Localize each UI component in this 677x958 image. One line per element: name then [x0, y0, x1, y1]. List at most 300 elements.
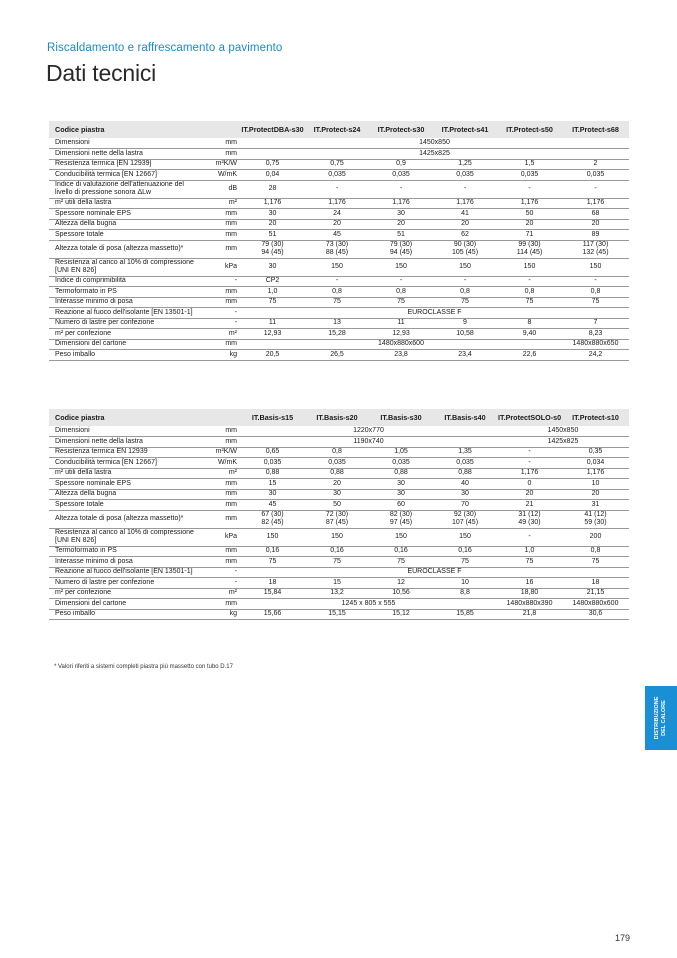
row-unit: mm: [225, 515, 237, 522]
column-header-label: Codice piastra: [49, 121, 204, 138]
cell-value: 0,8: [524, 287, 535, 295]
cell-value: 1190x740: [353, 437, 384, 445]
row-unit: kPa: [224, 263, 237, 270]
table-row: [49, 258, 629, 276]
row-label: Altezza della bugna: [55, 490, 117, 498]
cell-value: 40: [461, 479, 469, 487]
cell-value: 200: [589, 533, 602, 540]
cell-value: -: [594, 277, 597, 285]
table-row: [49, 479, 629, 490]
cell-line: 114 (45): [516, 249, 543, 256]
cell-value: 41: [461, 209, 469, 217]
cell-value: -: [528, 448, 531, 456]
cell-value: 30: [397, 479, 405, 487]
cell-line: 105 (45): [451, 249, 479, 256]
cell-line: 90 (30): [453, 241, 477, 248]
cell-value: 0,8: [332, 448, 342, 456]
cell-line: 41 (12): [584, 511, 607, 518]
cell-value: 30: [461, 490, 469, 498]
cell-line: 72 (30): [325, 511, 349, 518]
cell-value: 0,9: [396, 160, 406, 168]
cell-value: 0,035: [392, 458, 410, 466]
table-row: [49, 138, 629, 149]
column-header-unit: [204, 121, 240, 138]
cell-value: CP2: [265, 277, 280, 285]
column-header: IT.Protect-s30: [369, 121, 433, 138]
cell-value: 0,16: [330, 547, 344, 555]
cell-value: 0,035: [263, 458, 282, 466]
cell-line: 73 (30): [325, 241, 349, 248]
table-row: [49, 297, 629, 308]
cell-value: 1480x880x650: [572, 340, 619, 348]
table-row: [49, 287, 629, 298]
row-unit: -: [234, 308, 237, 316]
column-header: IT.Protect-s68: [562, 121, 629, 138]
cell-line: 79 (30): [389, 241, 413, 248]
column-header: IT.ProtectSOLO-s0: [497, 409, 562, 426]
cell-value: 30: [397, 209, 405, 217]
row-unit: kg: [229, 610, 237, 618]
row-unit: mm: [225, 287, 237, 295]
cell-line: 49 (30): [518, 519, 541, 526]
row-unit: m²K/W: [215, 160, 237, 168]
cell-line: 92 (30): [453, 511, 477, 518]
cell-value: 30: [333, 490, 341, 498]
row-unit: -: [234, 319, 237, 327]
row-label: Spessore nominale EPS: [55, 209, 131, 217]
table-row: [49, 599, 629, 610]
cell-value: -: [528, 533, 531, 540]
cell-value: 0,88: [458, 469, 472, 477]
cell-value: 1,176: [263, 199, 282, 207]
row-label: Reazione al fuoco dell'isolante [EN 13501-1]: [55, 308, 193, 316]
cell-value: 15,85: [456, 610, 474, 618]
table-row: [49, 198, 629, 209]
cell-value: -: [463, 277, 467, 285]
cell-value: 45: [268, 500, 277, 508]
column-header: IT.Protect-s10: [562, 409, 629, 426]
row-label: m² utili della lastra: [55, 469, 112, 477]
row-label: Spessore totale: [55, 500, 104, 508]
cell-value: 15,15: [328, 610, 346, 618]
cell-value: 28: [268, 185, 277, 192]
cell-value: 1,176: [520, 199, 539, 207]
cell-value: 0,16: [394, 547, 408, 555]
cell-value: [305, 240, 369, 258]
cell-value: 75: [591, 557, 600, 565]
cell-value: 0,16: [458, 547, 472, 555]
cell-value: 150: [459, 533, 471, 540]
table-row: [49, 437, 629, 448]
cell-value: 1,176: [586, 199, 605, 207]
row-label: Dimensioni nette della lastra: [55, 437, 143, 445]
cell-value: 20: [268, 220, 277, 228]
cell-value: 15,84: [263, 589, 282, 597]
cell-value: 1450x850: [419, 139, 450, 146]
cell-value: 1450x850: [547, 427, 579, 434]
cell-value: 150: [589, 263, 602, 270]
cell-value: 1,05: [394, 448, 408, 456]
cell-value: 20: [525, 490, 534, 498]
cell-value: -: [399, 185, 403, 192]
cell-line: 82 (45): [261, 519, 284, 526]
cell-value: [433, 510, 497, 528]
table-row: [49, 329, 629, 340]
column-header: IT.ProtectDBA-s30: [240, 121, 305, 138]
row-label: Dimensioni del cartone: [55, 340, 127, 348]
cell-value: -: [335, 277, 339, 285]
cell-value: 75: [333, 298, 341, 306]
cell-value: -: [528, 458, 531, 466]
cell-value: 70: [461, 500, 469, 508]
cell-value: 21: [525, 500, 534, 508]
cell-value: EUROCLASSE F: [407, 308, 462, 316]
cell-value: 0,035: [456, 170, 474, 178]
table-row: [49, 339, 629, 350]
section-side-tab[interactable]: [645, 686, 677, 750]
cell-value: 13: [333, 319, 341, 327]
cell-value: 30: [397, 490, 405, 498]
cell-value: [562, 240, 629, 258]
table-row: [49, 308, 629, 319]
cell-value: 0,35: [588, 448, 603, 456]
cell-value: 75: [268, 298, 277, 306]
row-label: Spessore totale: [55, 230, 104, 238]
column-header-unit: [204, 409, 240, 426]
cell-value: 1220x770: [353, 427, 384, 434]
cell-value: 18: [591, 578, 600, 586]
cell-value: 26,5: [330, 350, 344, 358]
cell-value: 60: [397, 500, 405, 508]
row-label: Spessore nominale EPS: [55, 479, 131, 487]
cell-value: 11: [268, 319, 277, 327]
table-row: [49, 170, 629, 181]
row-label: Altezza totale di posa (altezza massetto)*: [55, 245, 184, 252]
cell-value: 1425x825: [419, 149, 450, 157]
cell-value: 15: [333, 578, 341, 586]
table-row: [49, 276, 629, 287]
table-row: [49, 447, 629, 458]
cell-value: 150: [395, 533, 407, 540]
table-row: [49, 468, 629, 479]
cell-value: 23,8: [394, 350, 408, 358]
cell-value: 1425x825: [547, 437, 579, 445]
row-label: Peso imballo: [55, 610, 96, 618]
table-row: [49, 500, 629, 511]
row-label: Dimensioni: [55, 139, 90, 146]
cell-line: 31 (12): [518, 511, 541, 518]
cell-value: 20: [461, 220, 469, 228]
row-label: Termoformato in PS: [55, 287, 117, 295]
cell-value: 89: [591, 230, 600, 238]
side-tab-line: DISTRIBUZIONE: [654, 696, 660, 740]
row-unit: mm: [225, 557, 237, 565]
cell-value: 0,034: [586, 458, 605, 466]
cell-value: 75: [397, 557, 405, 565]
table-row: [49, 489, 629, 500]
cell-value: 20: [333, 220, 341, 228]
row-unit: -: [234, 277, 237, 285]
cell-line: 117 (30): [582, 241, 609, 248]
cell-value: 15,12: [392, 610, 410, 618]
cell-value: 75: [591, 298, 600, 306]
cell-value: 0,8: [396, 287, 406, 295]
cell-value: 12,93: [392, 329, 410, 337]
row-unit: mm: [225, 340, 237, 348]
row-unit: mm: [225, 220, 237, 228]
cell-value: 24: [333, 209, 341, 217]
footnote: * Valori riferiti a sistemi completi piastra più massetto con tubo D.17: [54, 664, 233, 670]
cell-value: 13,2: [330, 589, 344, 597]
cell-value: 0,8: [590, 547, 601, 555]
cell-value: 0,8: [332, 287, 342, 295]
row-label: Reazione al fuoco dell'isolante [EN 13501-1]: [55, 568, 193, 576]
cell-value: 22,6: [522, 350, 537, 358]
table-row: [49, 149, 629, 160]
cell-value: 9,40: [522, 329, 537, 337]
cell-value: 10: [461, 578, 469, 586]
side-tab-line: DEL CALORE: [661, 700, 667, 736]
cell-value: 75: [397, 298, 405, 306]
cell-value: 7: [593, 319, 598, 327]
cell-value: 0,88: [330, 469, 344, 477]
cell-line: 94 (45): [261, 249, 284, 256]
cell-value: 0,04: [265, 170, 280, 178]
row-unit: -: [234, 568, 237, 576]
cell-value: 2: [593, 160, 598, 168]
cell-value: 30,6: [588, 610, 603, 618]
cell-value: 150: [331, 263, 343, 270]
cell-value: -: [528, 277, 531, 285]
cell-value: 150: [523, 263, 536, 270]
cell-value: 0: [527, 479, 532, 487]
cell-value: 0,8: [590, 287, 601, 295]
cell-value: 10,58: [456, 329, 474, 337]
cell-value: 0,75: [265, 160, 280, 168]
cell-value: 10,56: [392, 589, 410, 597]
row-label: Numero di lastre per confezione: [55, 578, 155, 586]
cell-line: 79 (30): [261, 241, 284, 248]
cell-value: [562, 510, 629, 528]
cell-value: 20: [591, 490, 600, 498]
column-header: IT.Basis-s40: [433, 409, 497, 426]
cell-value: 16: [525, 578, 534, 586]
cell-value: 0,035: [456, 458, 474, 466]
cell-value: 75: [268, 557, 277, 565]
row-unit: mm: [225, 149, 237, 157]
cell-value: 1,176: [520, 469, 539, 477]
cell-line: 87 (45): [325, 519, 349, 526]
cell-line: 82 (30): [389, 511, 413, 518]
section-subtitle: Riscaldamento e raffrescamento a pavimento: [47, 42, 283, 54]
table-row: [49, 219, 629, 230]
table-row: [49, 609, 629, 620]
page-number: 179: [615, 933, 631, 943]
cell-value: 1,35: [458, 448, 472, 456]
cell-value: 8,23: [588, 329, 603, 337]
cell-value: 75: [461, 298, 469, 306]
row-unit: m²: [228, 589, 237, 597]
technical-data-table-protect: [49, 121, 629, 361]
column-header: IT.Protect-s41: [433, 121, 497, 138]
cell-value: 23,4: [458, 350, 472, 358]
cell-value: -: [399, 277, 403, 285]
row-label: Peso imballo: [55, 350, 96, 358]
table-row: [49, 180, 629, 198]
cell-value: -: [335, 185, 339, 192]
cell-value: -: [528, 185, 531, 192]
cell-value: 0,75: [330, 160, 344, 168]
row-unit: m²: [228, 199, 237, 207]
cell-value: 0,88: [394, 469, 408, 477]
row-unit: W/mK: [217, 170, 237, 178]
cell-value: 0,035: [328, 170, 346, 178]
cell-line: 107 (45): [451, 519, 479, 526]
cell-value: 1480x880x600: [572, 599, 619, 607]
cell-value: 21,15: [586, 589, 605, 597]
row-label: m² per confezione: [55, 329, 112, 337]
row-unit: mm: [225, 209, 237, 217]
row-label: Termoformato in PS: [55, 547, 117, 555]
row-unit: mm: [225, 245, 237, 252]
table-row: [49, 240, 629, 258]
table-row: [49, 510, 629, 528]
table-row: [49, 159, 629, 170]
row-label: Indice di comprimibilità: [55, 277, 126, 285]
cell-value: [240, 510, 305, 528]
row-unit: mm: [225, 547, 237, 555]
cell-value: 8: [527, 319, 532, 327]
cell-value: 62: [461, 230, 469, 238]
cell-value: 20: [397, 220, 405, 228]
cell-value: 20: [525, 220, 534, 228]
cell-line: 67 (30): [261, 511, 284, 518]
cell-value: 18: [268, 578, 277, 586]
row-label: Resistenza termica [EN 12939]: [55, 160, 152, 168]
cell-value: 1,176: [392, 199, 410, 207]
cell-value: -: [463, 185, 467, 192]
row-label: Dimensioni: [55, 427, 90, 434]
side-tab-label: [654, 697, 668, 740]
cell-value: 0,8: [460, 287, 470, 295]
cell-line: 59 (30): [584, 519, 607, 526]
row-label: Conducibilità termica [EN 12667]: [55, 170, 157, 178]
cell-value: [369, 240, 433, 258]
cell-value: 20: [591, 220, 600, 228]
row-label: m² utili della lastra: [55, 199, 112, 207]
cell-value: 0,035: [520, 170, 539, 178]
column-header: IT.Protect-s50: [497, 121, 562, 138]
cell-value: 20: [333, 479, 341, 487]
cell-value: 30: [268, 490, 277, 498]
cell-value: 20,5: [265, 350, 280, 358]
row-unit: mm: [225, 427, 237, 434]
row-unit: -: [234, 578, 237, 586]
cell-value: 51: [268, 230, 277, 238]
table-row: [49, 557, 629, 568]
cell-value: 0,88: [265, 469, 280, 477]
row-label: Dimensioni del cartone: [55, 599, 127, 607]
row-unit: mm: [225, 490, 237, 498]
row-label: Resistenza termica EN 12939: [55, 448, 148, 456]
table-header-row: [49, 409, 629, 426]
cell-value: 30: [268, 263, 277, 270]
row-unit: mm: [225, 230, 237, 238]
cell-value: 15: [268, 479, 277, 487]
column-header: IT.Protect-s24: [305, 121, 369, 138]
cell-value: 1,176: [456, 199, 474, 207]
technical-data-table-basis: [49, 409, 629, 620]
cell-value: 9: [463, 319, 467, 327]
cell-value: 0,16: [265, 547, 280, 555]
cell-value: 1,25: [458, 160, 472, 168]
cell-value: 0,035: [328, 458, 346, 466]
row-unit: W/mK: [217, 458, 237, 466]
table-row: [49, 578, 629, 589]
cell-value: 15,28: [328, 329, 346, 337]
row-label: Resistenza al carico al 10% di compressione [UNI EN 826]: [55, 529, 194, 544]
cell-value: 0,035: [392, 170, 410, 178]
cell-value: 75: [461, 557, 469, 565]
row-unit: mm: [225, 500, 237, 508]
cell-value: 71: [525, 230, 534, 238]
cell-value: 15,66: [263, 610, 282, 618]
cell-value: [497, 240, 562, 258]
cell-value: 0,65: [265, 448, 280, 456]
cell-value: 12: [397, 578, 405, 586]
cell-value: -: [594, 185, 597, 192]
table-row: [49, 318, 629, 329]
row-unit: dB: [228, 185, 237, 192]
row-label: Resistenza al carico al 10% di compressione [UNI EN 826]: [55, 259, 194, 274]
row-unit: mm: [225, 139, 237, 146]
cell-value: 0,035: [586, 170, 605, 178]
cell-line: 94 (45): [389, 249, 413, 256]
cell-value: 1,0: [524, 547, 535, 555]
cell-value: 1480x880x390: [506, 599, 553, 607]
row-label: Interasse minimo di posa: [55, 557, 133, 565]
cell-value: 68: [591, 209, 600, 217]
table-row: [49, 350, 629, 361]
cell-value: 150: [331, 533, 343, 540]
row-unit: m²: [228, 329, 237, 337]
cell-value: [497, 510, 562, 528]
page-title: Dati tecnici: [46, 60, 157, 86]
cell-value: 11: [397, 319, 405, 327]
row-unit: m²: [228, 469, 237, 477]
column-header-label: Codice piastra: [49, 409, 204, 426]
cell-value: 75: [525, 298, 534, 306]
cell-value: 12,93: [263, 329, 282, 337]
row-label: Conducibilità termica [EN 12667]: [55, 458, 157, 466]
row-unit: mm: [225, 599, 237, 607]
cell-value: 50: [525, 209, 534, 217]
table-row: [49, 209, 629, 220]
column-header: IT.Basis-s20: [305, 409, 369, 426]
cell-value: 1,176: [328, 199, 346, 207]
cell-line: 97 (45): [389, 519, 413, 526]
cell-value: 45: [333, 230, 341, 238]
cell-value: 1245 x 805 x 555: [341, 599, 396, 607]
cell-value: 150: [266, 533, 279, 540]
table-row: [49, 426, 629, 437]
cell-value: 21,8: [522, 610, 537, 618]
row-unit: mm: [225, 298, 237, 306]
cell-value: 1,0: [267, 287, 278, 295]
cell-value: 150: [459, 263, 471, 270]
row-label: Altezza totale di posa (altezza massetto)*: [55, 515, 184, 522]
row-label: m² per confezione: [55, 589, 112, 597]
